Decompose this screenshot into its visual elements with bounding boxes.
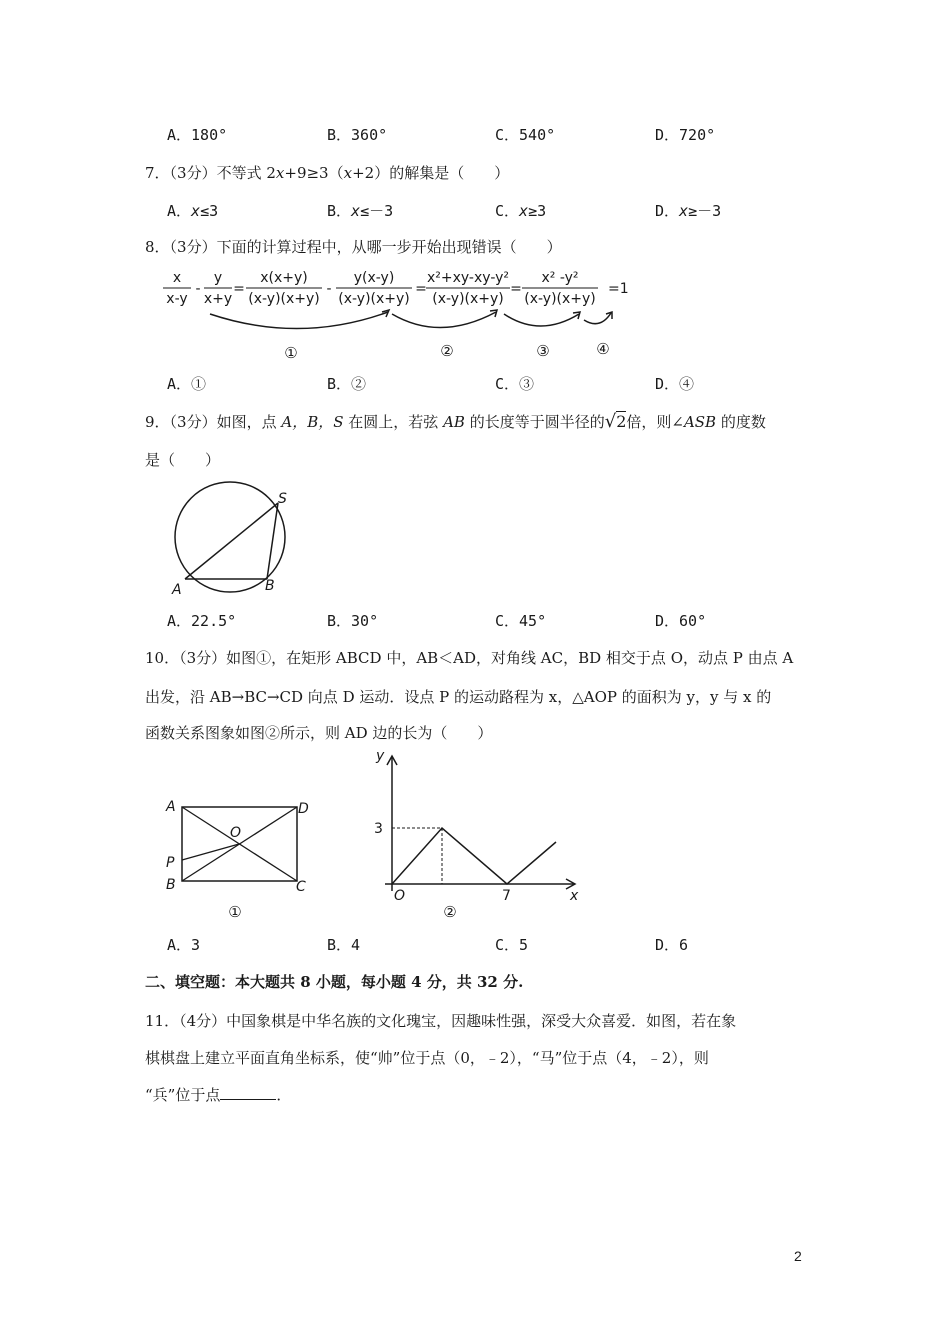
figure-caption-1: ① <box>228 903 242 921</box>
point-label-o: O <box>230 825 242 841</box>
q10-graph-figure <box>360 745 590 925</box>
step-label-1: ① <box>284 344 298 362</box>
equals-sign: = <box>510 281 522 297</box>
tick-label-3: 3 <box>374 821 383 837</box>
q6-option-c: C．540° <box>495 126 556 144</box>
q6-option-d: D．720° <box>655 126 716 144</box>
minus-sign: - <box>326 281 332 297</box>
function-graph <box>392 828 556 884</box>
fraction-denominator: x+y <box>203 291 233 307</box>
equals-one: =1 <box>608 281 629 297</box>
step-arrow-3 <box>504 314 579 326</box>
point-label-d: D <box>298 801 309 817</box>
step-label-2: ② <box>440 342 454 360</box>
q11-stem-line1: 11．（4分）中国象棋是中华名族的文化瑰宝，因趣味性强，深受大众喜爱．如图，若在象 <box>145 1012 737 1030</box>
fraction-numerator: x(x+y) <box>260 270 308 286</box>
q6-option-b: B．360° <box>327 126 388 144</box>
segment-po <box>182 844 239 860</box>
fraction-denominator: (x-y)(x+y) <box>248 291 320 307</box>
q10-option-b: B．4 <box>327 936 361 954</box>
page-number: 2 <box>794 1248 802 1264</box>
point-label-b: B <box>166 877 176 893</box>
fraction-numerator: y <box>213 270 223 286</box>
q10-stem-line3: 函数关系图象如图②所示，则 AD 边的长为（ ） <box>145 724 493 742</box>
q9-circle-figure <box>160 478 300 598</box>
step-arrow-2 <box>392 312 496 328</box>
q7-number: 7． <box>145 164 170 182</box>
q8-stem: 8．（3分）下面的计算过程中，从哪一步开始出现错误（ ） <box>145 238 562 256</box>
q10-option-a: A．3 <box>167 936 201 954</box>
minus-sign: - <box>195 281 201 297</box>
q11-stem-line3: “兵”位于点 ． <box>145 1086 292 1104</box>
q8-option-a: A．① <box>167 375 207 393</box>
point-label-a: A <box>166 799 176 815</box>
sqrt-symbol: √ <box>604 411 617 432</box>
circle <box>175 482 285 592</box>
point-label-p: P <box>166 855 175 871</box>
q9-option-d: D．60° <box>655 612 707 630</box>
fraction-numerator: x² -y² <box>541 270 579 286</box>
q9-option-a: A．22.5° <box>167 612 237 630</box>
q7-score: （3分） <box>169 164 217 182</box>
q9-option-c: C．45° <box>495 612 547 630</box>
q11-stem-line2: 棋棋盘上建立平面直角坐标系，使“帅”位于点（0，﹣2），“马”位于点（4，﹣2），则 <box>145 1049 709 1067</box>
tick-label-7: 7 <box>502 888 511 904</box>
fraction-numerator: y(x-y) <box>353 270 395 286</box>
fraction-denominator: (x-y)(x+y) <box>524 291 596 307</box>
figure-caption-2: ② <box>443 903 457 921</box>
q9-option-b: B．30° <box>327 612 379 630</box>
q10-rectangle-figure <box>160 795 320 925</box>
q7-option-d: D．x≥－3 <box>655 202 722 220</box>
q10-option-c: C．5 <box>495 936 529 954</box>
q6-option-a: A．180° <box>167 126 228 144</box>
q9-stem-line2: 是（ ） <box>145 451 221 469</box>
q7-stem: 7．（3分）不等式 2x+9≥3（x+2）的解集是（ ） <box>145 164 510 182</box>
point-label-a: A <box>172 582 182 598</box>
y-axis-label: y <box>376 748 385 764</box>
equals-sign: = <box>415 281 427 297</box>
fraction-denominator: (x-y)(x+y) <box>432 291 504 307</box>
q7-option-c: C．x≥3 <box>495 202 547 220</box>
section-heading-fill-in: 二、填空题：本大题共 8 小题，每小题 4 分，共 32 分. <box>145 973 524 991</box>
q8-option-d: D．④ <box>655 375 695 393</box>
point-label-c: C <box>296 879 306 895</box>
fraction-numerator: x²+xy-xy-y² <box>426 270 510 286</box>
equals-sign: = <box>233 281 245 297</box>
fraction-numerator: x <box>172 270 182 286</box>
q10-stem-line2: 出发，沿 AB→BC→CD 向点 D 运动．设点 P 的运动路程为 x，△AOP 的面积为 y，y 与 x 的 <box>145 688 772 706</box>
chord-as <box>185 503 278 579</box>
answer-blank[interactable] <box>220 1085 276 1100</box>
point-label-b: B <box>265 578 275 594</box>
q7-option-a: A．x≤3 <box>167 202 219 220</box>
step-label-3: ③ <box>536 342 550 360</box>
step-label-4: ④ <box>596 340 610 358</box>
x-axis-label: x <box>570 888 579 904</box>
step-arrow-1 <box>210 312 388 329</box>
q10-option-d: D．6 <box>655 936 689 954</box>
q9-stem-line1: 9．（3分）如图，点 A，B，S 在圆上，若弦 AB 的长度等于圆半径的√2倍，则∠ASB 的度数 <box>145 411 766 432</box>
q7-option-b: B．x≤－3 <box>327 202 394 220</box>
origin-label: O <box>394 888 406 904</box>
q10-stem-line1: 10．（3分）如图①，在矩形 ABCD 中，AB＜AD，对角线 AC，BD 相交于点 O，动点 P 由点 A <box>145 649 794 667</box>
fraction-denominator: (x-y)(x+y) <box>338 291 410 307</box>
q8-option-c: C．③ <box>495 375 535 393</box>
point-label-s: S <box>278 491 287 507</box>
q8-formula-figure <box>160 262 630 362</box>
fraction-denominator: x-y <box>166 291 188 307</box>
step-arrow-4 <box>584 313 611 324</box>
q8-option-b: B．② <box>327 375 367 393</box>
